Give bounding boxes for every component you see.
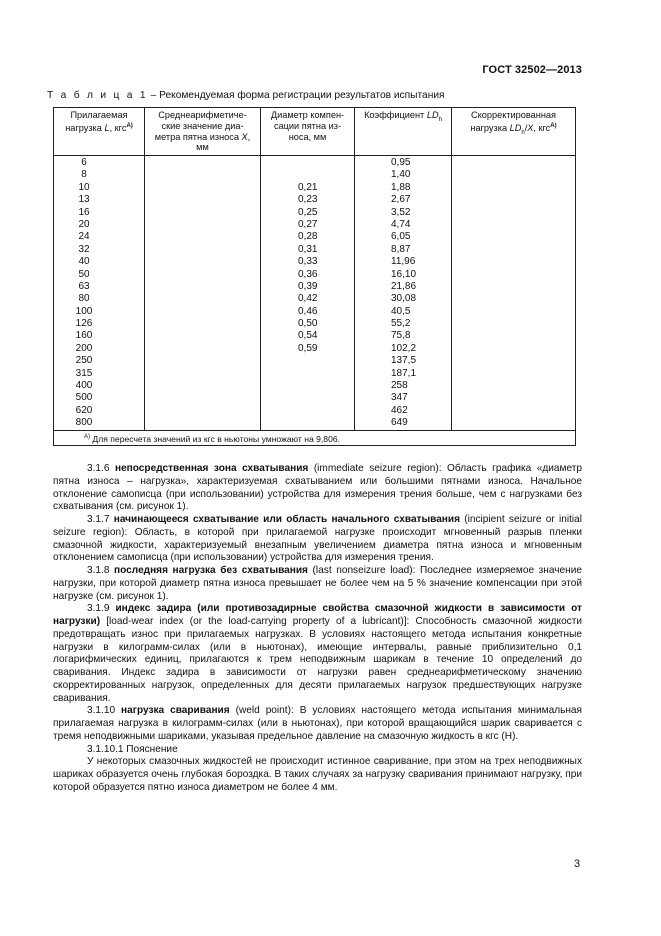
- compensation-value: 0,39: [298, 280, 318, 292]
- compensation-value: [298, 392, 354, 404]
- compensation-value: [298, 169, 354, 181]
- table-caption-title: – Рекомендуемая форма регистрации результатов испытания: [147, 90, 445, 101]
- coefficient-value: 0,95: [391, 157, 411, 168]
- table-footnote-row: [54, 430, 576, 446]
- coefficient-value: 11,96: [391, 256, 416, 268]
- load-value: 16: [78, 206, 90, 218]
- column-mean-diameter: [145, 156, 261, 431]
- load-value: 250: [75, 355, 93, 367]
- load-value: 126: [75, 318, 93, 330]
- document-code: ГОСТ 32502—2013: [482, 64, 582, 76]
- coefficient-value: 258: [391, 380, 408, 392]
- coefficient-value: 6,05: [391, 231, 411, 243]
- table-caption-label: Т а б л и ц а 1: [47, 90, 148, 101]
- load-value: 20: [78, 218, 90, 230]
- compensation-value: 0,46: [298, 305, 318, 317]
- load-value: 500: [75, 392, 93, 404]
- coefficient-value: 4,74: [391, 218, 411, 230]
- load-value: 50: [78, 268, 90, 280]
- load-value: 24: [78, 231, 90, 243]
- coefficient-value: 40,5: [391, 305, 411, 317]
- compensation-value: 0,25: [298, 206, 318, 218]
- compensation-value: 0,31: [298, 243, 318, 255]
- coefficient-value: 75,8: [391, 330, 411, 342]
- load-value: 10: [78, 181, 90, 193]
- compensation-value: 0,27: [298, 218, 318, 230]
- header-mean-diameter: Среднеарифметиче- ские значение диа- метра пятна износа X, мм: [145, 108, 261, 156]
- section-3-1-8: 3.1.8 последняя нагрузка без схватывания (last nonseizure load): Последнее измеряемое значение нагрузки, при которой диаметр пятна износа превышает не более чем на 5 % значение компенсации при этой нагрузке (см. рисунок 1).: [53, 565, 582, 602]
- load-value: 13: [78, 194, 90, 206]
- compensation-value: [298, 157, 354, 169]
- table-body-row: [54, 156, 576, 431]
- compensation-value: 0,42: [298, 293, 318, 305]
- section-3-1-10-1-heading: 3.1.10.1 Пояснение: [87, 743, 178, 755]
- compensation-value: 0,33: [298, 256, 318, 268]
- load-value: 160: [75, 330, 93, 342]
- load-value: 32: [78, 243, 90, 255]
- compensation-value: 0,54: [298, 330, 318, 342]
- load-value: 200: [75, 342, 93, 354]
- compensation-value: 0,28: [298, 231, 318, 243]
- table-caption: [47, 90, 445, 101]
- header-applied-load: Прилагаемая нагрузка L, кгс$^{А)}$: [54, 108, 145, 156]
- coefficient-value: 1,40: [391, 169, 411, 181]
- table-footnote: $^{А)}$ Для пересчета значений из кгс в ньютоны умножают на 9,806.: [54, 430, 576, 446]
- section-3-1-7: 3.1.7 начинающееся схватывание или область начального схватывания (incipient seizure or initial seizure region): Область, в которой при прилагаемой нагрузке происходит мгновенный разрыв пленки смазочной жидкости, характеризуемый внезапным увеличением диаметра пятна износа и мгновенным отклонением самописца (при использовании) устройства для измерения трения.: [53, 514, 582, 564]
- coefficient-value: 2,67: [391, 194, 411, 206]
- section-3-1-10: 3.1.10 нагрузка сваривания (weld point): В условиях настоящего метода испытания минимальная прилагаемая нагрузка в килограмм-силах (или в ньютонах), при которой вращающийся шарик сваривается с тремя неподвижными шариками, указывая предельное давление на смазочную жидкость в кгс (Н).: [53, 705, 582, 742]
- coefficient-value: 55,2: [391, 318, 411, 330]
- coefficient-value: 16,10: [391, 268, 417, 280]
- section-3-1-10-1-text: У некоторых смазочных жидкостей не происходит истинное сваривание, при этом на трех неподвижных шариках образуется очень глубокая бороздка. В таких случаях за нагрузку сваривания принимают нагрузку, при которой образуется пятно износа диаметром не более 4 мм.: [53, 756, 582, 793]
- compensation-value: [298, 368, 354, 380]
- load-value: 620: [75, 404, 93, 416]
- compensation-value: 0,23: [298, 194, 318, 206]
- load-value: 800: [75, 417, 93, 429]
- section-3-1-6: 3.1.6 непосредственная зона схватывания (immediate seizure region): Область графика «диаметр пятна износа – нагрузка», характеризуемая схватыванием или большими пятнами износа. Начальное отклонение самописца (при использовании) устройства для измерения трения больше, чем с нагрузками без схватывания (см. рисунок 1).: [53, 463, 582, 513]
- compensation-value: [298, 355, 354, 367]
- load-value: 6: [81, 157, 87, 168]
- column-corrected-load: [452, 156, 576, 431]
- load-value: 40: [78, 256, 90, 268]
- coefficient-value: 347: [391, 392, 408, 404]
- coefficient-value: 21,86: [391, 280, 417, 292]
- compensation-value: 0,21: [298, 181, 318, 193]
- compensation-value: 0,50: [298, 318, 318, 330]
- results-table: [53, 107, 576, 446]
- header-corrected-load: Скорректированная нагрузка $LD_h/X$, кгс$^{А)}$: [452, 108, 576, 156]
- body-text: [53, 463, 582, 795]
- column-coefficient: [355, 156, 452, 431]
- header-compensation-diameter: Диаметр компен- сации пятна из- носа, мм: [261, 108, 355, 156]
- coefficient-value: 8,87: [391, 243, 411, 255]
- compensation-value: [298, 380, 354, 392]
- load-value: 63: [78, 280, 90, 292]
- coefficient-value: 30,08: [391, 293, 417, 305]
- column-applied-load: [54, 156, 145, 431]
- coefficient-value: 137,5: [391, 355, 417, 367]
- coefficient-value: 102,2: [391, 342, 417, 354]
- compensation-value: [298, 417, 354, 429]
- header-coefficient: Коэффициент $LD_h$: [355, 108, 452, 156]
- load-value: 8: [81, 169, 87, 181]
- column-compensation-diameter: [261, 156, 355, 431]
- compensation-value: 0,59: [298, 342, 318, 354]
- section-3-1-9: 3.1.9 индекс задира (или противозадирные свойства смазочной жидкости в зависимости от нагрузки) [load-wear index (or the load-carrying property of a lubricant)]: Способность смазочной жидкости предотвращать износ при прилагаемых нагрузках. В условиях настоящего метода испытания конкретные нагрузки в килограмм-силах (или в ньютонах), имеющие интервалы, равные приблизительно 0,1 логарифмических единиц, прилагаются к трем неподвижным шарикам в течение 10 определений до сваривания. Индекс задира в зависимости от нагрузки равен среднеарифметическому значению скорректированных нагрузок, определенных для десяти прилагаемых нагрузок предшествующих нагрузке сваривания.: [53, 603, 582, 704]
- coefficient-value: 649: [391, 417, 408, 429]
- coefficient-value: 462: [391, 404, 408, 416]
- table-header-row: [54, 108, 576, 156]
- load-value: 80: [78, 293, 90, 305]
- load-value: 400: [75, 380, 93, 392]
- page-number: 3: [574, 858, 581, 870]
- compensation-value: [298, 405, 354, 417]
- load-value: 100: [75, 305, 93, 317]
- coefficient-value: 3,52: [391, 206, 411, 218]
- coefficient-value: 1,88: [391, 181, 411, 193]
- coefficient-value: 187,1: [391, 367, 417, 379]
- load-value: 315: [75, 367, 93, 379]
- compensation-value: 0,36: [298, 268, 318, 280]
